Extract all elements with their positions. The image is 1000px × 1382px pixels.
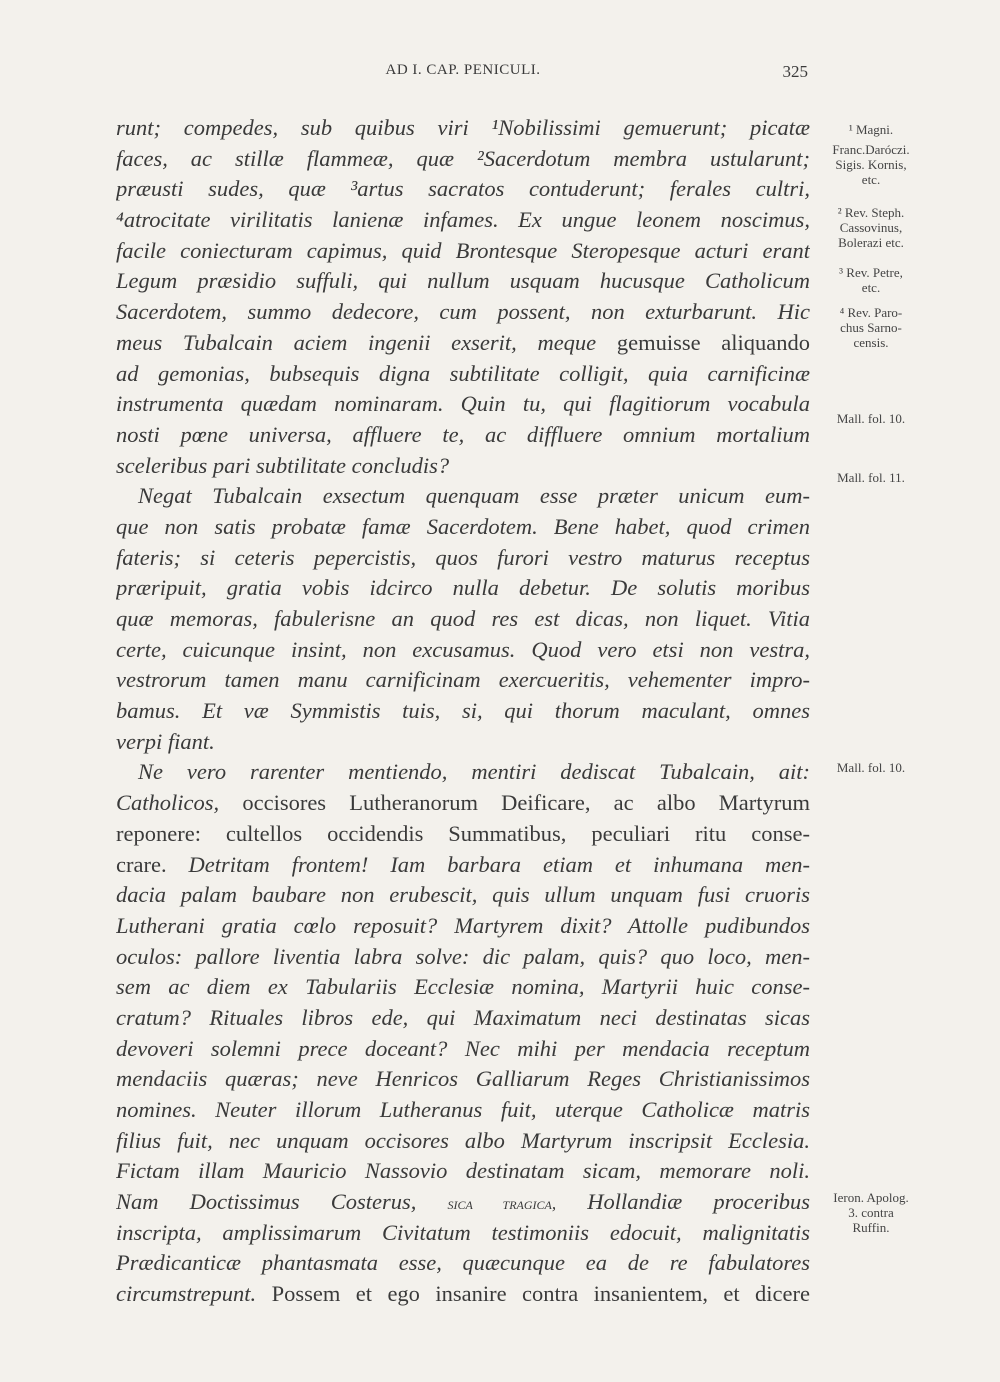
margin-note-line: ⁴ Rev. Paro-: [839, 305, 903, 320]
text-line: certe, cuicunque insint, non excusamus. Quod vero etsi non vestra,: [116, 636, 810, 662]
margin-note-line: Sigis. Kornis,: [835, 157, 907, 172]
margin-note-line: etc.: [861, 172, 881, 187]
text-line: runt; compedes, sub quibus viri ¹Nobilissimi gemuerunt; picatæ: [116, 115, 810, 140]
text-line: præusti sudes, quæ ³artus sacratos contuderunt; ferales cultri,: [116, 176, 810, 202]
text-line: dacia palam baubare non erubescit, quis ullum unquam fusi cruoris: [116, 882, 810, 908]
text-fragment: Detritam frontem! Iam barbara etiam et inhumana men-: [188, 851, 810, 877]
text-line: nosti pœne universa, affluere te, ac diffluere omnium mortalium: [116, 421, 810, 447]
text-line: quæ memoras, fabulerisne an quod res est dicas, non liquet. Vitia: [116, 606, 810, 631]
text-line: bamus. Et væ Symmistis tuis, si, qui thorum maculant, omnes: [116, 698, 810, 724]
margin-note-line: etc.: [861, 280, 881, 295]
text-fragment: gemuisse aliquando: [616, 329, 810, 355]
page-header: [118, 62, 808, 86]
text-line: vestrorum tamen manu carnificinam exercueritis, vehementer impro-: [116, 667, 810, 693]
margin-note: [816, 760, 926, 775]
text-line: ⁴atrocitate virilitatis lanienæ infames. Ex ungue leonem noscimus,: [116, 207, 810, 233]
text-line: Legum præsidio suffuli, qui nullum usquam hucusque Catholicum: [116, 268, 810, 294]
text-fragment: Possem et ego insanire contra insanientem, et dicere: [271, 1281, 810, 1307]
margin-note-line: chus Sarno-: [840, 320, 902, 335]
text-line: instrumenta quædam nominaram. Quin tu, qui flagitiorum vocabula: [116, 391, 810, 417]
text-fragment: crare.: [116, 851, 167, 877]
text-line: Negat Tubalcain exsectum quenquam esse præter unicum eum-: [138, 483, 810, 509]
text-line: reponere: cultellos occidendis Summatibus, peculiari ritu conse-: [116, 820, 810, 846]
margin-note-line: Franc.Daróczi.: [832, 142, 910, 157]
text-fragment: Hollandiæ proceribus: [587, 1189, 810, 1215]
margin-note-line: Mall. fol. 11.: [837, 470, 905, 485]
margin-note-line: Bolerazi etc.: [838, 235, 904, 250]
text-fragment: occisores Lutheranorum Deificare, ac albo Martyrum: [242, 790, 810, 816]
margin-note: [816, 205, 926, 250]
text-line: mendaciis quæras; neve Henricos Galliarum Reges Christianissimos: [116, 1066, 810, 1092]
text-line: cratum? Rituales libros ede, qui Maximatum neci destinatas sicas: [116, 1004, 810, 1030]
margin-note-line: censis.: [853, 335, 889, 350]
margin-note-line: Ieron. Apolog.: [833, 1190, 909, 1205]
text-line: [116, 328, 810, 359]
margin-note-line: Cassovinus,: [839, 220, 903, 235]
margin-note: [816, 1190, 926, 1235]
text-line: fateris; si ceteris pepercistis, quos furori vestro maturus receptus: [116, 544, 810, 570]
text-line: præripuit, gratia vobis idcirco nulla debetur. De solutis moribus: [116, 575, 810, 601]
text-line: inscripta, amplissimarum Civitatum testimoniis edocuit, malignitatis: [116, 1219, 810, 1245]
margin-note: [816, 265, 926, 295]
margin-note-line: 3. contra: [848, 1205, 894, 1220]
text-fragment: Catholicos,: [116, 790, 220, 816]
text-line: ad gemonias, bubsequis digna subtilitate colligit, quia carnificinæ: [116, 360, 810, 386]
text-line: [116, 1279, 810, 1310]
text-line: Fictam illam Mauricio Nassovio destinatam sicam, memorare noli.: [116, 1158, 810, 1184]
text-line: devoveri solemni prece doceant? Nec mihi per mendacia receptum: [116, 1035, 810, 1061]
margin-note-line: ³ Rev. Petre,: [839, 265, 903, 280]
margin-note-line: Mall. fol. 10.: [836, 411, 906, 426]
text-fragment: Nam Doctissimus Costerus,: [116, 1189, 417, 1215]
margin-note: [816, 122, 926, 137]
margin-note: [816, 411, 926, 426]
text-line: sem ac diem ex Tabulariis Ecclesiæ nomina, Martyrii huic conse-: [116, 974, 810, 1000]
text-line: que non satis probatæ famæ Sacerdotem. Bene habet, quod crimen: [116, 513, 810, 539]
margin-note: [816, 305, 926, 350]
margin-note-line: ² Rev. Steph.: [837, 205, 905, 220]
text-line: facile coniecturam capimus, quid Brontesque Steropesque acturi erant: [116, 237, 810, 263]
text-line: faces, ac stillæ flammeæ, quæ ²Sacerdotum membra ustularunt;: [116, 145, 810, 171]
text-line: Sacerdotem, summo dedecore, cum possent, non exturbarunt. Hic: [116, 299, 810, 325]
margin-note-line: Ruffin.: [852, 1220, 890, 1235]
text-line: [116, 788, 810, 819]
margin-note: [816, 470, 926, 485]
text-line: Ne vero rarenter mentiendo, mentiri dediscat Tubalcain, ait:: [138, 759, 810, 785]
text-line: nomines. Neuter illorum Lutheranus fuit, uterque Catholicæ matris: [116, 1097, 810, 1122]
text-body: [116, 113, 810, 1310]
text-line: filius fuit, nec unquam occisores albo Martyrum inscripsit Ecclesia.: [116, 1127, 810, 1153]
margin-note-line: Mall. fol. 10.: [836, 760, 906, 775]
running-head: AD I. CAP. PENICULI.: [385, 62, 541, 78]
text-line: [116, 1187, 810, 1218]
page-number: 325: [782, 62, 808, 81]
text-line: Prædicanticæ phantasmata esse, quæcunque ea de re fabulatores: [116, 1250, 810, 1276]
text-fragment: sica tragica,: [447, 1194, 557, 1214]
text-line: [116, 850, 810, 881]
text-line: verpi fiant.: [116, 728, 215, 754]
text-fragment: circumstrepunt.: [116, 1281, 257, 1307]
margin-note-line: ¹ Magni.: [848, 122, 894, 137]
text-line: oculos: pallore liventia labra solve: dic palam, quis? quo loco, men-: [116, 943, 810, 969]
margin-note: [816, 142, 926, 187]
text-line: Lutherani gratia cœlo reposuit? Martyrem dixit? Attolle pudibundos: [116, 912, 810, 938]
text-line: sceleribus pari subtilitate concludis?: [116, 452, 450, 478]
text-fragment: meus Tubalcain aciem ingenii exserit, meque: [116, 329, 597, 355]
